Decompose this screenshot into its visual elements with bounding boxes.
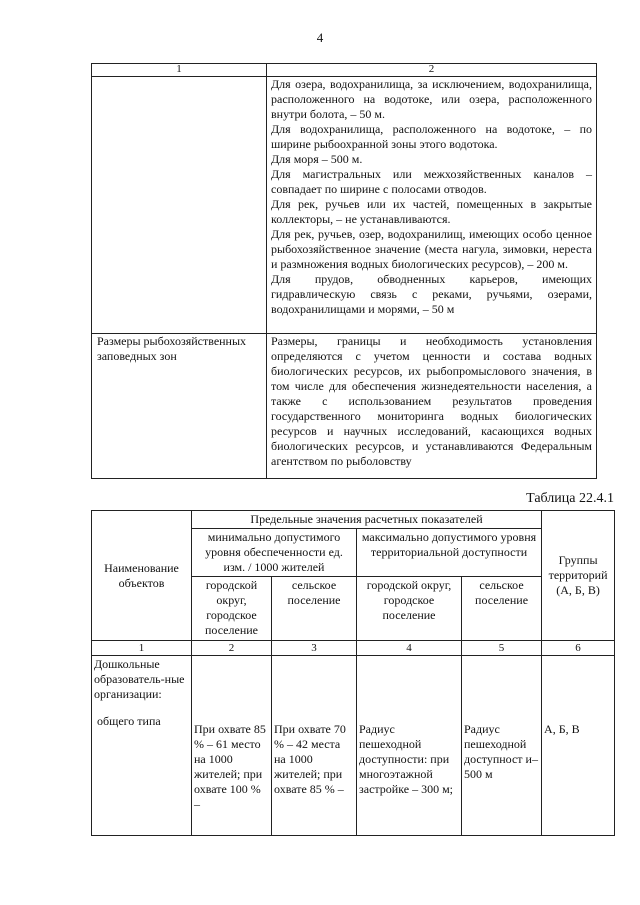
table-cell: А, Б, В xyxy=(542,656,615,836)
page-number: 4 xyxy=(316,30,324,45)
header-rural: сельское поселение xyxy=(272,577,357,641)
table-cell: Радиус пешеходной доступности: при многоэтажной застройке – 300 м; xyxy=(357,656,462,836)
column-number: 2 xyxy=(267,64,597,77)
column-number: 6 xyxy=(542,641,615,656)
header-name: Наименование объектов xyxy=(92,511,192,641)
paragraph: Для рек, ручьев или их частей, помещенных в закрытые коллекторы, – не устанавливаются. xyxy=(271,197,592,226)
row-label xyxy=(92,656,192,836)
zones-table xyxy=(91,63,597,479)
table-row xyxy=(92,334,597,479)
paragraph: Размеры, границы и необходимость установления определяются с учетом ценности и состава водных биологических ресурсов, их рыбопромыслового значения, в том числе для обеспечения жизнедеятельности населения, а также с использованием результатов проведения государственного мониторинга водных биологических ресурсов и научных исследований, касающихся водных биологических ресурсов, и устанавливаются Федеральным агентством по рыболовству xyxy=(271,334,592,468)
row-label-general: общего типа xyxy=(97,714,161,728)
table-cell: При охвате 70 % – 42 места на 1000 жителей; при охвате 85 % – xyxy=(272,656,357,836)
table-header-row xyxy=(92,511,615,529)
table-caption: Таблица 22.4.1 xyxy=(526,491,614,506)
column-number: 1 xyxy=(92,64,267,77)
row-label: Размеры рыбохозяйственных заповедных зон xyxy=(92,334,267,479)
table-cell: При охвате 85 % – 61 место на 1000 жителей; при охвате 100 % – xyxy=(192,656,272,836)
row-label xyxy=(92,77,267,334)
paragraph: Для водохранилища, расположенного на водотоке, – по ширине рыбоохранной зоны этого водотока. xyxy=(271,122,592,151)
column-number: 5 xyxy=(462,641,542,656)
paragraph: Для рек, ручьев, озер, водохранилищ, имеющих особо ценное рыбохозяйственное значение (места нагула, зимовки, нереста и размножения водных биологических ресурсов), – 200 м. xyxy=(271,227,592,271)
column-number: 1 xyxy=(92,641,192,656)
standards-table xyxy=(91,510,615,836)
header-rural: сельское поселение xyxy=(462,577,542,641)
table-cell: Радиус пешеходной доступност и– 500 м xyxy=(462,656,542,836)
header-urban: городской округ, городское поселение xyxy=(357,577,462,641)
column-number: 2 xyxy=(192,641,272,656)
row-description xyxy=(267,77,597,334)
table-header-row xyxy=(92,64,597,77)
paragraph: Для прудов, обводненных карьеров, имеющих гидравлическую связь с реками, ручьями, озерами, водохранилищами и морями, – 50 м xyxy=(271,272,592,316)
column-numbers-row xyxy=(92,641,615,656)
header-urban: городской округ, городское поселение xyxy=(192,577,272,641)
table-row xyxy=(92,656,615,836)
row-description xyxy=(267,334,597,479)
header-limits: Предельные значения расчетных показателей xyxy=(192,511,542,529)
table-row xyxy=(92,77,597,334)
category-label: Дошкольные образователь-ные организации: xyxy=(94,657,185,701)
column-number: 3 xyxy=(272,641,357,656)
paragraph: Для озера, водохранилища, за исключением, водохранилища, расположенного на водотоке, или озера, расположенного внутри болота, – 50 м. xyxy=(271,77,592,121)
header-groups: Группы территорий (А, Б, В) xyxy=(542,511,615,641)
column-number: 4 xyxy=(357,641,462,656)
paragraph: Для моря – 500 м. xyxy=(271,152,363,166)
header-min-provision: минимально допустимого уровня обеспеченности ед. изм. / 1000 жителей xyxy=(192,529,357,577)
paragraph: Для магистральных или межхозяйственных каналов – совпадает по ширине с полосами отводов. xyxy=(271,167,592,196)
header-max-accessibility: максимально допустимого уровня территориальной доступности xyxy=(357,529,542,577)
